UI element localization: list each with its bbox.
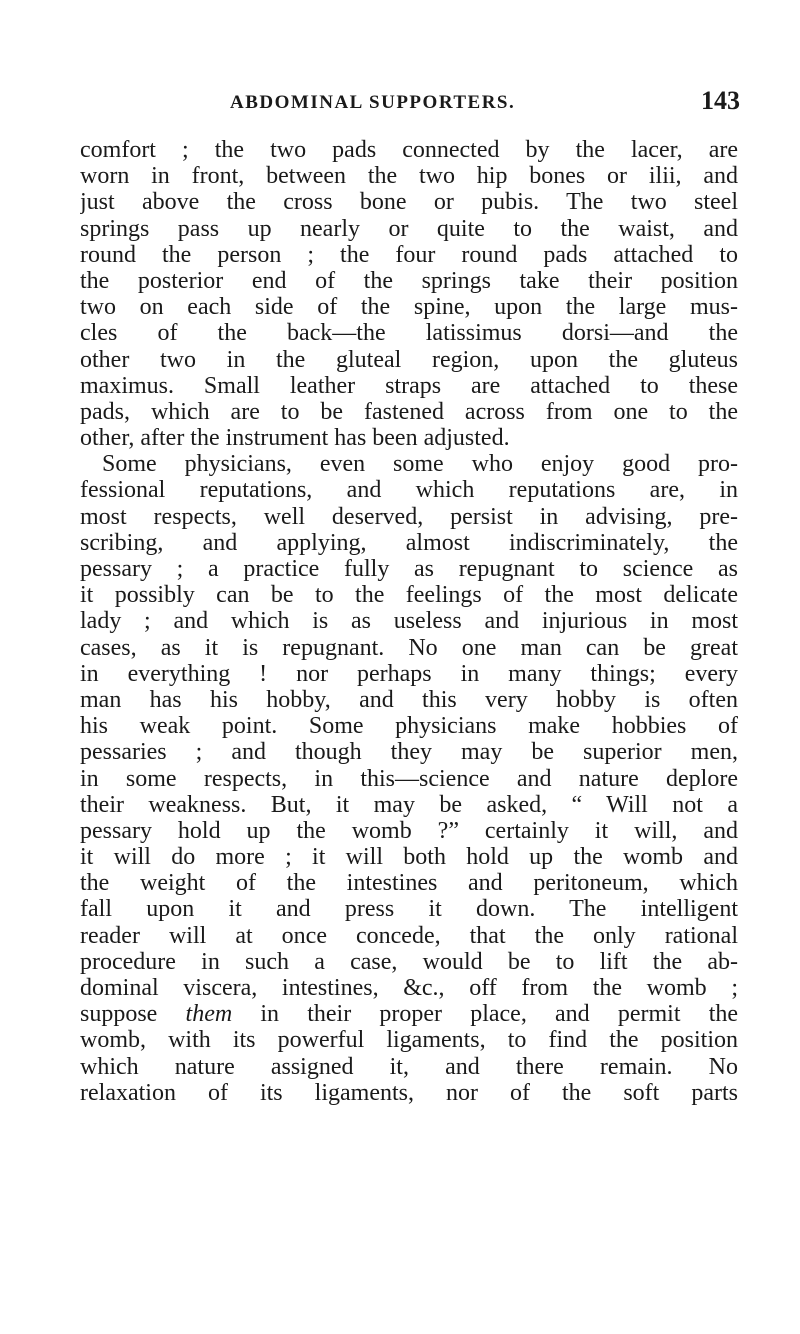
text-line: scribing, and applying, almost indiscriminately, the: [80, 529, 738, 556]
text-line: round the person ; the four round pads attached to: [80, 241, 738, 268]
text-line: [80, 1001, 738, 1027]
text-line: springs pass up nearly or quite to the waist, and: [80, 215, 738, 242]
text-line: lady ; and which is as useless and injurious in most: [80, 608, 738, 635]
text-line: reader will at once concede, that the only rational: [80, 922, 738, 949]
text-run: suppose: [80, 1001, 158, 1028]
text-line: pads, which are to be fastened across from one to the: [80, 398, 738, 425]
text-line: dominal viscera, intestines, &c., off from the womb ;: [80, 975, 738, 1001]
text-line: his weak point. Some physicians make hobbies of: [80, 713, 738, 740]
text-line: cases, as it is repugnant. No one man can be great: [80, 634, 738, 661]
text-line: their weakness. But, it may be asked, “ Will not a: [80, 791, 738, 818]
text-line: fall upon it and press it down. The intelligent: [80, 896, 738, 923]
text-line: procedure in such a case, would be to lift the ab-: [80, 948, 738, 975]
text-line: just above the cross bone or pubis. The two steel: [80, 189, 738, 216]
text-line: Some physicians, even some who enjoy good pro-: [102, 451, 738, 478]
page-number: 143: [701, 86, 740, 115]
italic-emphasis: them: [185, 1001, 233, 1028]
text-line: which nature assigned it, and there remain. No: [80, 1053, 738, 1080]
text-line: other two in the gluteal region, upon the gluteus: [80, 346, 738, 373]
text-line: two on each side of the spine, upon the large mus-: [80, 294, 738, 321]
text-run: in their proper place, and permit the: [260, 1001, 738, 1028]
text-line: fessional reputations, and which reputations are, in: [80, 477, 738, 504]
text-line: it will do more ; it will both hold up the womb and: [80, 844, 738, 871]
text-line: pessaries ; and though they may be superior men,: [80, 739, 738, 766]
text-line: in everything ! nor perhaps in many things; every: [80, 660, 738, 687]
text-line: most respects, well deserved, persist in advising, pre-: [80, 503, 738, 530]
text-line: womb, with its powerful ligaments, to find the position: [80, 1027, 738, 1054]
text-line: the weight of the intestines and peritoneum, which: [80, 870, 738, 897]
text-line: worn in front, between the two hip bones or ilii, and: [80, 163, 738, 190]
running-title: ABDOMINAL SUPPORTERS.: [230, 92, 516, 113]
text-line: maximus. Small leather straps are attached to these: [80, 372, 738, 399]
text-line: comfort ; the two pads connected by the lacer, are: [80, 137, 738, 163]
text-line: cles of the back—the latissimus dorsi—and the: [80, 320, 738, 347]
text-line: pessary hold up the womb ?” certainly it will, and: [80, 817, 738, 844]
body-text: [80, 137, 738, 1106]
text-line: man has his hobby, and this very hobby is often: [80, 686, 738, 713]
text-line: it possibly can be to the feelings of the most delicate: [80, 582, 738, 609]
text-line: pessary ; a practice fully as repugnant to science as: [80, 556, 738, 582]
running-head: [230, 86, 740, 116]
text-line: relaxation of its ligaments, nor of the soft parts: [80, 1079, 738, 1106]
text-line: other, after the instrument has been adjusted.: [80, 425, 510, 452]
text-line: the posterior end of the springs take their position: [80, 267, 738, 294]
text-line: in some respects, in this—science and nature deplore: [80, 765, 738, 792]
